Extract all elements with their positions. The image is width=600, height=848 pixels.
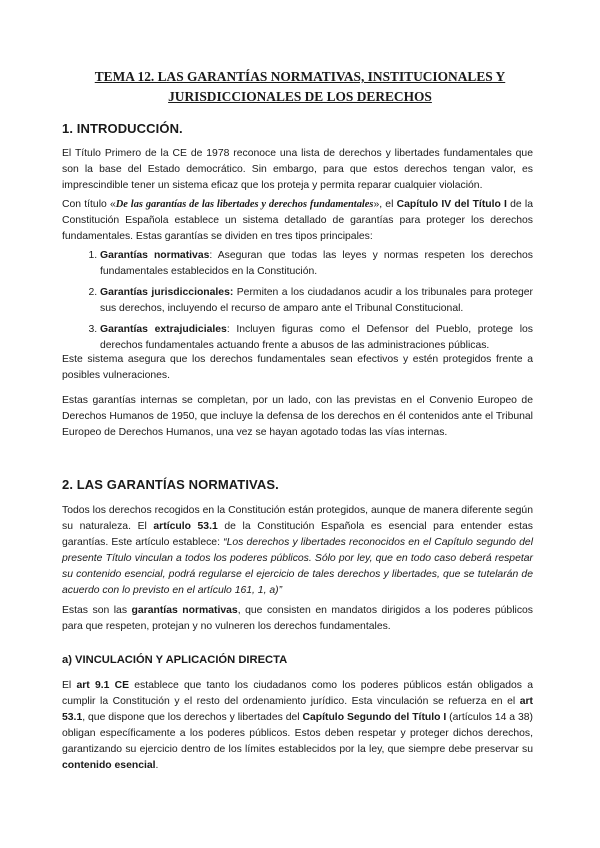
text-run: », el — [373, 199, 397, 210]
section-1-paragraph-4: Estas garantías internas se completan, por un lado, con las previstas en el Convenio Europeo de Derechos Humanos de 1950, que incluye la defensa de los derechos en él contenidos ante el Tribunal Europeo de Derechos Humanos, una vez se hayan agotado todas las vías internas. — [62, 395, 533, 438]
document-title — [62, 0, 538, 107]
chapter-reference: Capítulo Segundo del Título I — [302, 712, 447, 723]
list-item-text: : Aseguran que todas las leyes y normas respeten los derechos fundamentales establecidos en la Constitución. — [100, 250, 534, 277]
article-quote: “Los derechos y libertades reconocidos en el Capítulo segundo del presente Título vinculan a todos los poderes públicos. Sólo por ley, que en todo caso deberá respetar su contenido esencial, podrá regularse el ejercicio de tales derechos y libertades, que se tutelarán de acuerdo con lo previsto en el artículo 161, 1, a)” — [62, 537, 533, 596]
chapter-title-quote: De las garantías de las libertades y derechos fundamentales — [115, 199, 374, 210]
list-item — [100, 248, 533, 280]
section-1-paragraph-2 — [62, 197, 533, 245]
article-reference: art 53.1 — [62, 696, 533, 723]
text-run: , que consisten en mandatos dirigidos a los poderes públicos para que respeten, protejan y no vulneren los derechos fundamentales. — [62, 605, 533, 632]
list-item-term: Garantías extrajudiciales — [100, 324, 227, 335]
list-item-text: Permiten a los ciudadanos acudir a los tribunales para proteger sus derechos, incluyendo el recurso de amparo ante el Tribunal Constitucional. — [100, 287, 533, 314]
article-reference: artículo 53.1 — [153, 521, 218, 532]
section-1-heading: 1. INTRODUCCIÓN. — [62, 121, 183, 136]
title-line-2: JURISDICCIONALES DE LOS DERECHOS — [168, 89, 432, 104]
section-1-paragraph-1: El Título Primero de la CE de 1978 reconoce una lista de derechos y libertades fundamentales que son la base del Estado democrático. Sin embargo, para que estos derechos tengan valor, es imprescindible tener un sistema eficaz que los proteja y permita reparar cualquier violación. — [62, 148, 533, 191]
list-item-term: Garantías normativas — [100, 250, 210, 261]
list-item — [100, 322, 533, 354]
text-run: establece que tanto los ciudadanos como los poderes públicos están obligados a cumplir la Constitución y el resto del ordenamiento jurídico. Esta vinculación se refuerza en el — [62, 680, 533, 707]
text-run: de la Constitución Española establece un sistema detallado de garantías para proteger los derechos fundamentales. Estas garantías se dividen en tres tipos principales: — [62, 199, 533, 242]
article-reference: art 9.1 CE — [76, 680, 130, 691]
section-2-paragraph-3 — [62, 678, 533, 774]
section-2-heading: 2. LAS GARANTÍAS NORMATIVAS. — [62, 477, 279, 492]
list-item — [100, 285, 533, 317]
text-run: Estas son las — [62, 605, 132, 616]
section-1-paragraph-3: Este sistema asegura que los derechos fundamentales sean efectivos y estén protegidos frente a posibles vulneraciones. — [62, 354, 533, 381]
section-2-paragraph-2 — [62, 603, 533, 635]
text-run: de la Constitución Española es esencial para entender estas garantías. Este artículo establece: — [62, 521, 533, 548]
list-item-term: Garantías jurisdiccionales: — [100, 287, 234, 298]
text-run: (artículos 14 a 38) obligan específicamente a los poderes públicos. Estos deben respetar y proteger dichos derechos, garantizando su ejercicio dentro de los límites establecidos por la ley, que siempre debe preservar su — [62, 712, 533, 755]
key-term: contenido esencial — [62, 760, 156, 771]
text-run: , que dispone que los derechos y libertades del — [82, 712, 303, 723]
key-term: garantías normativas — [131, 605, 238, 616]
text-run: El — [62, 680, 77, 691]
text-run: Con título « — [62, 199, 116, 210]
subsection-heading: a) VINCULACIÓN Y APLICACIÓN DIRECTA — [62, 654, 288, 666]
section-2-paragraph-1 — [62, 503, 533, 599]
chapter-reference: Capítulo IV del Título I — [396, 199, 507, 210]
text-run: . — [155, 760, 159, 771]
text-run: Todos los derechos recogidos en la Constitución están protegidos, aunque de manera diferente según su naturaleza. El — [62, 505, 533, 532]
list-item-text: : Incluyen figuras como el Defensor del Pueblo, protege los derechos fundamentales actuando frente a abusos de las administraciones públicas. — [100, 324, 533, 351]
title-line-1: TEMA 12. LAS GARANTÍAS NORMATIVAS, INSTITUCIONALES Y — [94, 69, 506, 84]
guarantees-list — [62, 248, 533, 354]
